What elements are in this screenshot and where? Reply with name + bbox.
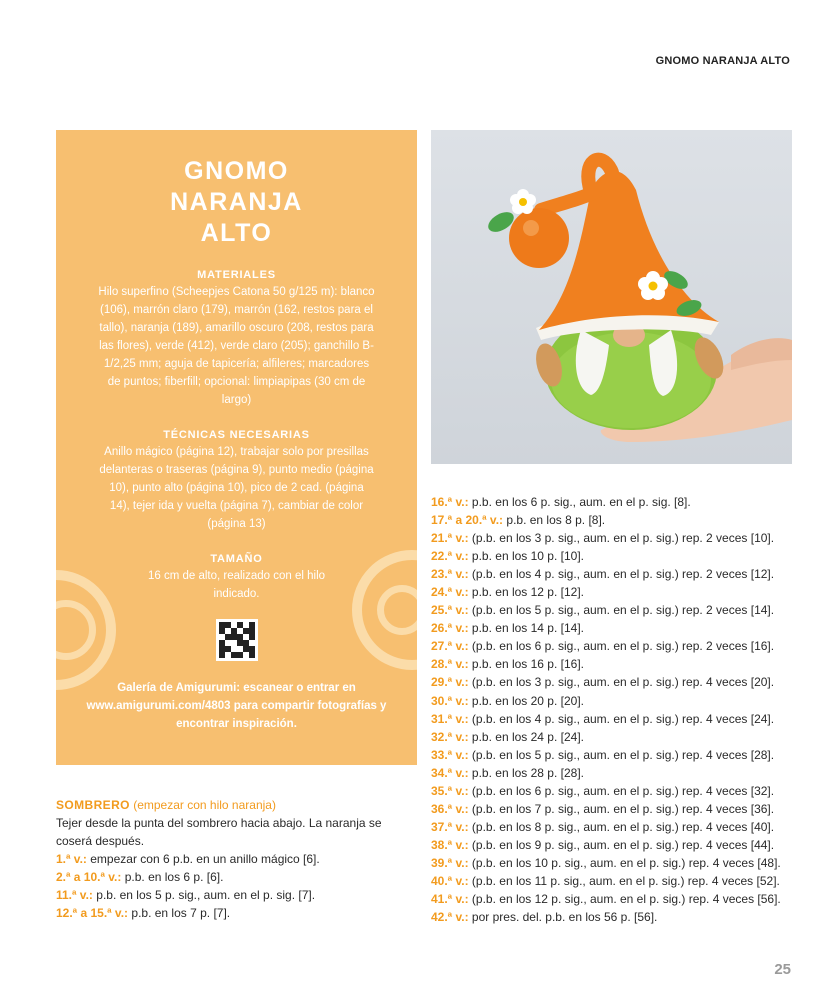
gallery-text: Galería de Amigurumi: escanear o entrar en www.amigurumi.com/4803 para compartir fotografías y encontrar inspiración. xyxy=(86,682,387,730)
instruction-row xyxy=(431,836,801,854)
instruction-row xyxy=(431,854,801,872)
instruction-row xyxy=(56,868,417,886)
hat-section-title: SOMBRERO xyxy=(56,798,130,812)
row-label: 30.ª v.: xyxy=(431,693,469,708)
row-text: (p.b. en los 10 p. sig., aum. en el p. sig.) rep. 4 veces [48]. xyxy=(471,855,781,870)
row-label: 28.ª v.: xyxy=(431,657,469,672)
instruction-row xyxy=(431,655,801,673)
row-label: 40.ª v.: xyxy=(431,873,469,888)
instruction-row xyxy=(431,890,801,908)
pattern-title xyxy=(56,156,417,249)
row-text: (p.b. en los 3 p. sig., aum. en el p. sig.) rep. 2 veces [10]. xyxy=(471,531,775,546)
row-label: 32.ª v.: xyxy=(431,729,469,744)
row-text: p.b. en los 10 p. [10]. xyxy=(471,549,584,564)
row-text: p.b. en los 8 p. [8]. xyxy=(506,513,606,528)
instruction-row xyxy=(431,692,801,710)
row-label: 26.ª v.: xyxy=(431,621,469,636)
instruction-row xyxy=(431,908,801,926)
row-text: p.b. en los 6 p. sig., aum. en el p. sig. [8]. xyxy=(471,495,691,509)
row-text: (p.b. en los 4 p. sig., aum. en el p. sig.) rep. 4 veces [24]. xyxy=(471,711,775,726)
instruction-row xyxy=(431,800,801,818)
row-label: 33.ª v.: xyxy=(431,747,469,762)
row-text: p.b. en los 24 p. [24]. xyxy=(471,729,584,744)
instruction-row xyxy=(431,511,801,529)
row-text: (p.b. en los 11 p. sig., aum. en el p. sig.) rep. 4 veces [52]. xyxy=(471,873,780,888)
info-panel xyxy=(56,130,417,765)
row-text: (p.b. en los 7 p. sig., aum. en el p. sig.) rep. 4 veces [36]. xyxy=(471,801,775,816)
instruction-row xyxy=(56,850,417,868)
row-label: 2.ª a 10.ª v.: xyxy=(56,870,122,884)
row-text: (p.b. en los 6 p. sig., aum. en el p. sig.) rep. 4 veces [32]. xyxy=(471,783,775,798)
row-text: p.b. en los 12 p. [12]. xyxy=(471,585,584,600)
techniques-text: Anillo mágico (página 12), trabajar solo por presillas delanteras o traseras (página 9), punto medio (página 10), punto alto (página 10), pico de 2 cad. (página 14), tejer ida y vuelta (página 7), cambiar de color (página 13) xyxy=(99,446,374,530)
techniques-heading: TÉCNICAS NECESARIAS xyxy=(163,429,310,441)
size-heading: TAMAÑO xyxy=(210,553,263,565)
row-text: por pres. del. p.b. en los 56 p. [56]. xyxy=(471,910,658,925)
row-text: (p.b. en los 4 p. sig., aum. en el p. sig.) rep. 2 veces [12]. xyxy=(471,567,775,582)
hat-intro: Tejer desde la punta del sombrero hacia abajo. La naranja se coserá después. xyxy=(56,816,382,848)
hat-instructions xyxy=(56,796,417,922)
row-text: (p.b. en los 3 p. sig., aum. en el p. sig.) rep. 4 veces [20]. xyxy=(471,675,775,690)
row-text: (p.b. en los 8 p. sig., aum. en el p. sig.) rep. 4 veces [40]. xyxy=(471,819,775,834)
row-label: 1.ª v.: xyxy=(56,852,87,866)
page-header-title: GNOMO NARANJA ALTO xyxy=(655,55,790,67)
row-text: p.b. en los 16 p. [16]. xyxy=(471,657,584,672)
materials-text: Hilo superfino (Scheepjes Catona 50 g/125 m): blanco (106), marrón claro (179), marrón (162, restos para el tallo), naranja (189), amarillo oscuro (208, restos para las flores), verde (412), verde claro (205); ganchillo B-1/2,25 mm; aguja de tapicería; alfileres; marcadores de puntos; fiberfill; opcional: limpiapipas (30 cm de largo) xyxy=(98,286,375,406)
row-label: 16.ª v.: xyxy=(431,495,469,509)
row-text: (p.b. en los 12 p. sig., aum. en el p. sig.) rep. 4 veces [56]. xyxy=(471,892,781,907)
row-text: p.b. en los 20 p. [20]. xyxy=(471,693,584,708)
instruction-row xyxy=(431,619,801,637)
instruction-row xyxy=(56,886,417,904)
row-text: (p.b. en los 9 p. sig., aum. en el p. sig.) rep. 4 veces [44]. xyxy=(471,837,775,852)
qr-code[interactable] xyxy=(216,619,258,661)
row-label: 25.ª v.: xyxy=(431,603,469,618)
row-text: p.b. en los 5 p. sig., aum. en el p. sig. [7]. xyxy=(96,888,316,902)
row-label: 34.ª v.: xyxy=(431,765,469,780)
instruction-row xyxy=(431,583,801,601)
hat-section-note: (empezar con hilo naranja) xyxy=(133,798,276,812)
row-label: 37.ª v.: xyxy=(431,819,469,834)
instruction-row xyxy=(431,782,801,800)
instruction-row xyxy=(431,673,801,691)
page-number: 25 xyxy=(774,961,791,978)
row-label: 17.ª a 20.ª v.: xyxy=(431,513,504,528)
row-label: 42.ª v.: xyxy=(431,910,469,925)
row-label: 29.ª v.: xyxy=(431,675,469,690)
instruction-row xyxy=(431,746,801,764)
instruction-row xyxy=(431,547,801,565)
row-label: 36.ª v.: xyxy=(431,801,469,816)
row-label: 27.ª v.: xyxy=(431,639,469,654)
row-text: (p.b. en los 5 p. sig., aum. en el p. sig.) rep. 2 veces [14]. xyxy=(471,603,775,618)
pattern-title-line: NARANJA xyxy=(170,188,303,216)
row-label: 35.ª v.: xyxy=(431,783,469,798)
row-label: 22.ª v.: xyxy=(431,549,469,564)
row-text: (p.b. en los 6 p. sig., aum. en el p. sig.) rep. 2 veces [16]. xyxy=(471,639,775,654)
row-label: 11.ª v.: xyxy=(56,888,93,902)
materials-heading: MATERIALES xyxy=(197,269,276,281)
row-text: p.b. en los 7 p. [7]. xyxy=(131,906,231,920)
instruction-row xyxy=(431,601,801,619)
row-label: 38.ª v.: xyxy=(431,837,469,852)
row-label: 39.ª v.: xyxy=(431,855,469,870)
gnome-photo xyxy=(431,130,792,464)
instruction-row xyxy=(431,710,801,728)
row-label: 41.ª v.: xyxy=(431,892,469,907)
instruction-row xyxy=(431,872,801,890)
row-label: 23.ª v.: xyxy=(431,567,469,582)
instruction-row xyxy=(431,529,801,547)
row-text: p.b. en los 6 p. [6]. xyxy=(124,870,224,884)
instruction-row xyxy=(431,728,801,746)
row-text: (p.b. en los 5 p. sig., aum. en el p. sig.) rep. 4 veces [28]. xyxy=(471,747,775,762)
instruction-row xyxy=(431,565,801,583)
row-text: empezar con 6 p.b. en un anillo mágico [6]. xyxy=(90,852,320,866)
instruction-row xyxy=(431,637,801,655)
pattern-title-line: ALTO xyxy=(200,219,273,247)
round-instructions xyxy=(431,493,801,926)
row-label: 31.ª v.: xyxy=(431,711,469,726)
row-label: 24.ª v.: xyxy=(431,585,469,600)
instruction-row xyxy=(56,904,417,922)
pattern-title-line: GNOMO xyxy=(184,157,289,185)
row-text: p.b. en los 14 p. [14]. xyxy=(471,621,584,636)
row-text: p.b. en los 28 p. [28]. xyxy=(471,765,584,780)
size-text: 16 cm de alto, realizado con el hilo indicado. xyxy=(147,570,326,600)
instruction-row xyxy=(431,764,801,782)
instruction-row xyxy=(431,818,801,836)
instruction-row xyxy=(431,493,801,511)
row-label: 21.ª v.: xyxy=(431,531,469,546)
row-label: 12.ª a 15.ª v.: xyxy=(56,906,129,920)
